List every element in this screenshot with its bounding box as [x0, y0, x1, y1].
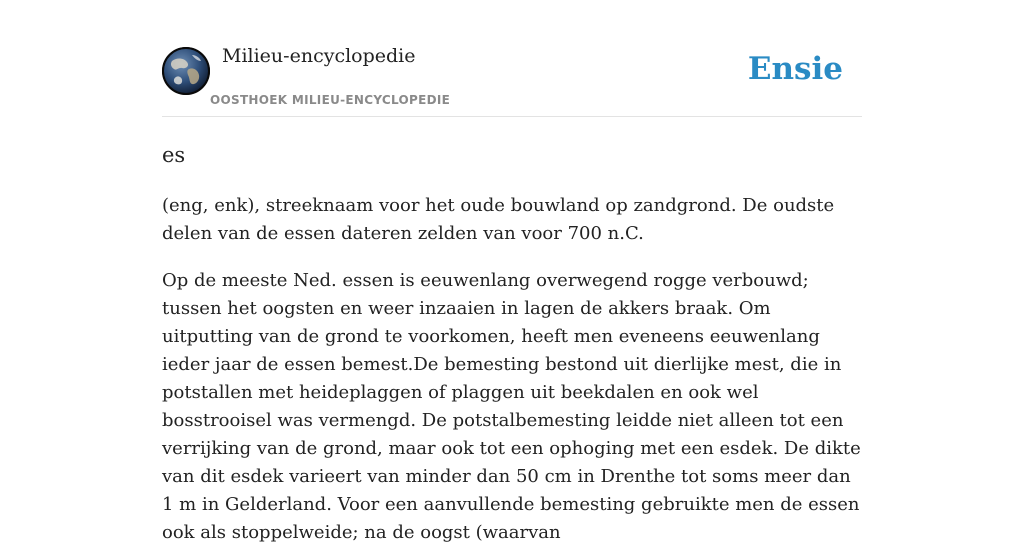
ensie-brand-link[interactable]: Ensie [747, 51, 843, 87]
site-subtitle[interactable]: OOSTHOEK MILIEU-ENCYCLOPEDIE [210, 93, 451, 107]
site-title[interactable]: Milieu-encyclopedie [222, 45, 416, 67]
article-body [162, 138, 862, 547]
entry-title: es [162, 143, 186, 167]
article-paragraph-1: (eng, enk), streeknaam voor het oude bouwland op zandgrond. De oudste delen van de essen dateren zelden van voor 700 n.C. [162, 195, 835, 244]
site-header [162, 0, 862, 117]
article-paragraph-2: Op de meeste Ned. essen is eeuwenlang overwegend rogge verbouwd; tussen het oogsten en weer inzaaien in lagen de akkers braak. Om uitputting van de grond te voorkomen, heeft men eveneens eeuwenlang ieder jaar de essen bemest.De bemesting bestond uit dierlijke mest, die in potstallen met heideplaggen of plaggen uit beekdalen en ook wel bosstrooisel was vermengd. De potstalbemesting leidde niet alleen tot een verrijking van de grond, maar ook tot een ophoging met een esdek. De dikte van dit esdek varieert van minder dan 50 cm in Drenthe tot soms meer dan 1 m in Gelderland. Voor een aanvullende bemesting gebruikte men de essen ook als stoppelweide; na de oogst (waarvan [162, 270, 861, 543]
earth-globe-icon[interactable] [162, 47, 210, 95]
